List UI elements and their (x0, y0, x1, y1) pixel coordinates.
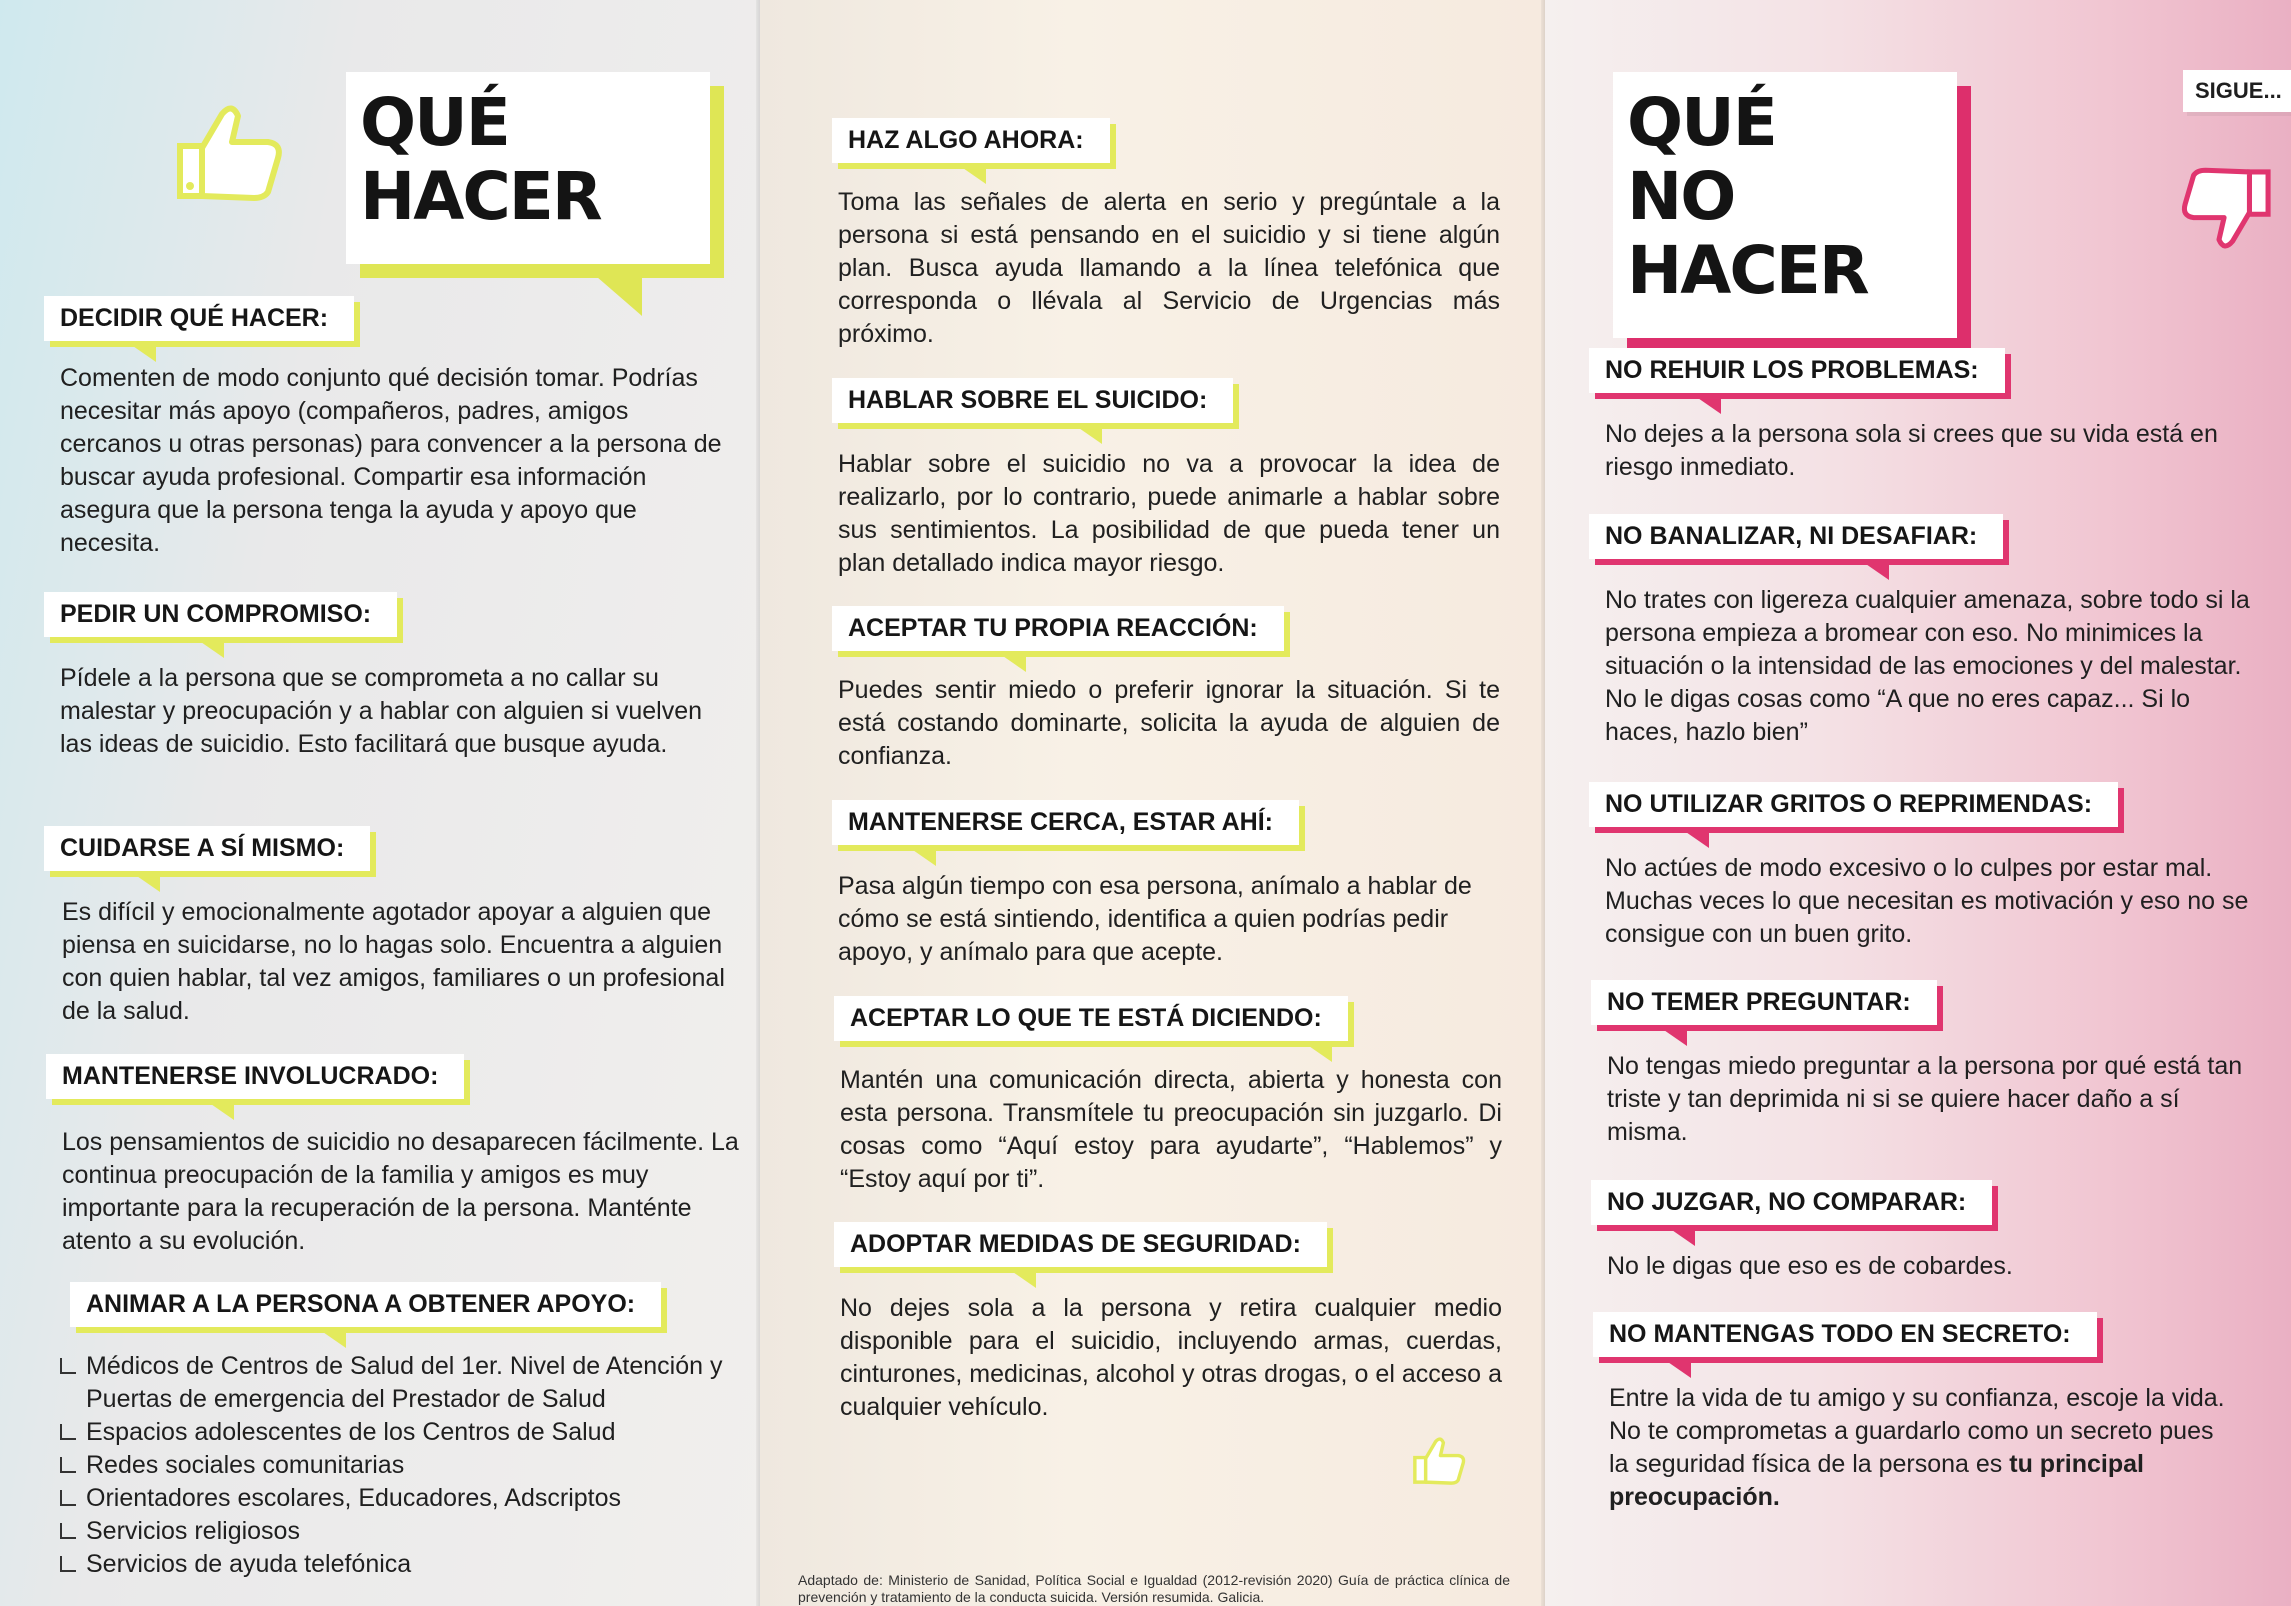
title-line-1: QUÉ NO (1627, 84, 1776, 235)
body-cerca: Pasa algún tiempo con esa persona, anímalo a hablar de cómo se está sintiendo, identifica a quien podrías pedir apoyo, y anímalo para que acepte. (838, 872, 1472, 966)
body-secreto (1609, 1382, 2239, 1514)
bullet-icon (60, 1358, 76, 1374)
heading-rehuir: NO REHUIR LOS PROBLEMAS: (1589, 348, 2005, 393)
title-line-2: HACER (1627, 232, 1868, 309)
heading-juzgar: NO JUZGAR, NO COMPARAR: (1591, 1180, 1992, 1225)
list-item: Servicios religiosos (60, 1515, 740, 1548)
body-involucrado: Los pensamientos de suicidio no desaparecen fácilmente. La continua preocupación de la familia y amigos es muy importante para la recuperación de la persona. Manténte atento a su evolución. (62, 1128, 739, 1255)
sigue-label: SIGUE... (2183, 70, 2291, 112)
heading-tip (1076, 426, 1102, 444)
support-list (60, 1350, 740, 1581)
thumbs-down-icon (2175, 160, 2285, 260)
heading-tip (960, 166, 986, 184)
list-item: Orientadores escolares, Educadores, Adscriptos (60, 1482, 740, 1515)
heading-haz-algo: HAZ ALGO AHORA: (832, 118, 1110, 163)
heading-tip (1669, 1228, 1695, 1246)
list-item: Espacios adolescentes de los Centros de Salud (60, 1416, 740, 1449)
credit-text: Adaptado de: Ministerio de Sanidad, Política Social e Igualdad (2012-revisión 2020) Guía de práctica clínica de prevención y tratamiento de la conducta suicida. Versión resumida. Galicia. (798, 1572, 1510, 1605)
body-aceptar-diciendo: Mantén una comunicación directa, abierta y honesta con esta persona. Transmítele tu preocupación sin juzgarlo. Di cosas como “Aquí estoy para ayudarte”, “Hablemos” y “Estoy aquí por ti”. (840, 1066, 1502, 1193)
heading-banalizar: NO BANALIZAR, NI DESAFIAR: (1589, 514, 2003, 559)
speech-tail (582, 264, 642, 316)
body-banalizar: No trates con ligereza cualquier amenaza, sobre todo si la persona empieza a bromear con eso. No minimices la situación o la intensidad de las emociones y del malestar. No le digas cosas como “A que no eres capaz... Si lo haces, hazlo bien” (1605, 586, 2250, 746)
heading-tip (1010, 1270, 1036, 1288)
bullet-icon (60, 1457, 76, 1473)
heading-tip (1306, 1044, 1332, 1062)
body-secreto-bold: tu principal preocupación. (1609, 1450, 2144, 1511)
title-line-1: QUÉ (360, 84, 509, 161)
heading-tip (130, 344, 156, 362)
heading-gritos: NO UTILIZAR GRITOS O REPRIMENDAS: (1589, 782, 2118, 827)
bullet-icon (60, 1523, 76, 1539)
title-que-no-hacer (1613, 72, 1957, 338)
heading-seguridad: ADOPTAR MEDIDAS DE SEGURIDAD: (834, 1222, 1327, 1267)
heading-hablar: HABLAR SOBRE EL SUICIDO: (832, 378, 1233, 423)
heading-compromiso: PEDIR UN COMPROMISO: (44, 592, 397, 637)
body-decidir: Comenten de modo conjunto qué decisión tomar. Podrías necesitar más apoyo (compañeros, padres, amigos cercanos u otras personas) para convencer a la persona de buscar ayuda profesional. Compartir esa información asegura que la persona tenga la ayuda y apoyo que necesita. (60, 364, 722, 557)
panel-que-hacer (0, 0, 760, 1606)
bullet-icon (60, 1490, 76, 1506)
body-preguntar: No tengas miedo preguntar a la persona por qué está tan triste y tan deprimida ni si se quiere hacer daño a sí misma. (1607, 1052, 2243, 1146)
body-juzgar: No le digas que eso es de cobardes. (1607, 1252, 2013, 1280)
list-item: Redes sociales comunitarias (60, 1449, 740, 1482)
heading-decidir: DECIDIR QUÉ HACER: (44, 296, 354, 341)
heading-reaccion: ACEPTAR TU PROPIA REACCIÓN: (832, 606, 1284, 651)
heading-tip (1000, 654, 1026, 672)
thumbs-up-icon (160, 96, 290, 206)
heading-tip (208, 1102, 234, 1120)
bullet-icon (60, 1556, 76, 1572)
body-rehuir: No dejes a la persona sola si crees que su vida está en riesgo inmediato. (1605, 420, 2218, 481)
body-cuidarse: Es difícil y emocionalmente agotador apoyar a alguien que piensa en suicidarse, no lo hagas solo. Encuentra a alguien con quien hablar, tal vez amigos, familiares o un profesional de la salud. (62, 898, 725, 1025)
heading-tip (198, 640, 224, 658)
heading-cuidarse: CUIDARSE A SÍ MISMO: (44, 826, 370, 871)
heading-secreto: NO MANTENGAS TODO EN SECRETO: (1593, 1312, 2097, 1357)
thumbs-up-icon (1405, 1428, 1469, 1492)
body-hablar: Hablar sobre el suicidio no va a provocar la idea de realizarlo, por lo contrario, puede animarle a hablar sobre sus sentimientos. La posibilidad de que pueda tener un plan detallado indica mayor riesgo. (838, 450, 1500, 577)
body-secreto-text: Entre la vida de tu amigo y su confianza, escoje la vida. No te comprometas a guardarlo como un secreto pues la seguridad física de la persona es (1609, 1384, 2225, 1478)
panel-que-no-hacer (1545, 0, 2291, 1606)
heading-cerca: MANTENERSE CERCA, ESTAR AHÍ: (832, 800, 1299, 845)
heading-tip (1665, 1360, 1691, 1378)
title-que-hacer (346, 72, 710, 264)
body-haz-algo: Toma las señales de alerta en serio y pregúntale a la persona si está pensando en el suicidio y si tiene algún plan. Busca ayuda llamando a la línea telefónica que corresponda o llévala al Servicio de Urgencias más próximo. (838, 188, 1500, 348)
heading-tip (134, 874, 160, 892)
body-reaccion: Puedes sentir miedo o preferir ignorar la situación. Si te está costando dominarte, solicita la ayuda de alguien de confianza. (838, 676, 1500, 770)
heading-tip (320, 1330, 346, 1348)
body-compromiso: Pídele a la persona que se comprometa a no callar su malestar y preocupación y a hablar con alguien si vuelven las ideas de suicidio. Esto facilitará que busque ayuda. (60, 664, 703, 758)
heading-animar: ANIMAR A LA PERSONA A OBTENER APOYO: (70, 1282, 661, 1327)
heading-aceptar-diciendo: ACEPTAR LO QUE TE ESTÁ DICIENDO: (834, 996, 1348, 1041)
heading-tip (910, 848, 936, 866)
list-item: Médicos de Centros de Salud del 1er. Nivel de Atención y Puertas de emergencia del Prestador de Salud (60, 1350, 740, 1416)
heading-involucrado: MANTENERSE INVOLUCRADO: (46, 1054, 464, 1099)
bullet-icon (60, 1424, 76, 1440)
panel-acciones (760, 0, 1545, 1606)
body-gritos: No actúes de modo excesivo o lo culpes por estar mal. Muchas veces lo que necesitan es motivación y eso no se consigue con un buen grito. (1605, 854, 2249, 948)
heading-tip (1695, 396, 1721, 414)
body-seguridad: No dejes sola a la persona y retira cualquier medio disponible para el suicidio, incluyendo armas, cuerdas, cinturones, medicinas, alcohol y otras drogas, o el acceso a cualquier vehículo. (840, 1294, 1502, 1421)
heading-tip (1683, 830, 1709, 848)
list-item: Servicios de ayuda telefónica (60, 1548, 740, 1581)
heading-tip (1863, 562, 1889, 580)
heading-preguntar: NO TEMER PREGUNTAR: (1591, 980, 1937, 1025)
title-line-2: HACER (360, 158, 601, 235)
heading-tip (1661, 1028, 1687, 1046)
